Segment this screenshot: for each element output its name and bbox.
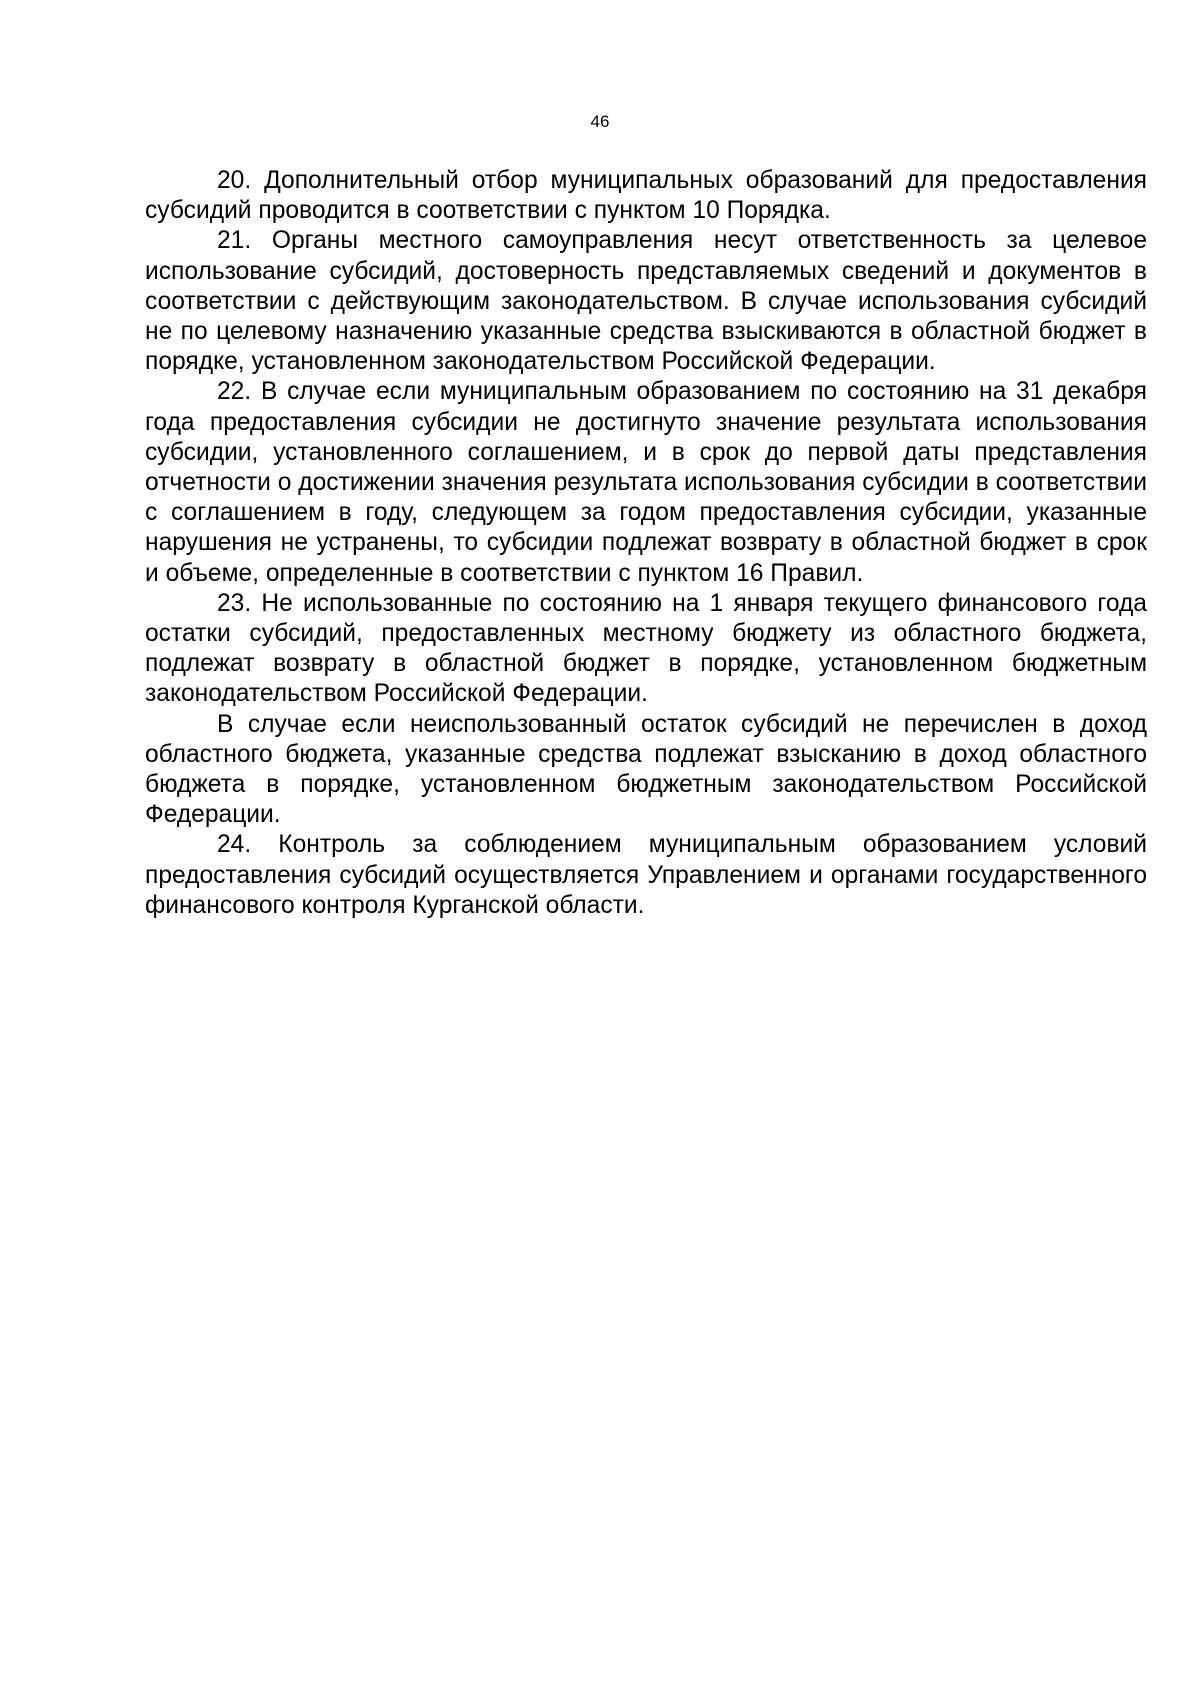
paragraph-22: 22. В случае если муниципальным образованием по состоянию на 31 декабря года предоставления субсидии не достигнуто значение результата использования субсидии, установленного соглашением, и в срок до первой даты представления отчетности о достижении значения результата использования субсидии в соответствии с соглашением в году, следующем за годом предоставления субсидии, указанные нарушения не устранены, то субсидии подлежат возврату в областной бюджет в срок и объеме, определенные в соответствии с пунктом 16 Правил. xyxy=(145,378,1147,587)
document-body xyxy=(145,166,1147,921)
page-number: 46 xyxy=(590,112,610,131)
paragraph-20: 20. Дополнительный отбор муниципальных образований для предоставления субсидий проводится в соответствии с пунктом 10 Порядка. xyxy=(145,167,1147,225)
paragraph-23: 23. Не использованные по состоянию на 1 января текущего финансового года остатки субсидий, предоставленных местному бюджету из областного бюджета, подлежат возврату в областной бюджет в порядке, установленном бюджетным законодательством Российской Федерации. xyxy=(145,589,1147,708)
paragraph-23-continuation: В случае если неиспользованный остаток субсидий не перечислен в доход областного бюджета, указанные средства подлежат взысканию в доход областного бюджета в порядке, установленном бюджетным законодательством Российской Федерации. xyxy=(145,710,1147,829)
paragraph-21: 21. Органы местного самоуправления несут ответственность за целевое использование субсидий, достоверность представляемых сведений и документов в соответствии с действующим законодательством. В случае использования субсидий не по целевому назначению указанные средства взыскиваются в областной бюджет в порядке, установленном законодательством Российской Федерации. xyxy=(145,227,1147,376)
paragraph-24: 24. Контроль за соблюдением муниципальным образованием условий предоставления субсидий осуществляется Управлением и органами государственного финансового контроля Курганской области. xyxy=(145,831,1147,919)
